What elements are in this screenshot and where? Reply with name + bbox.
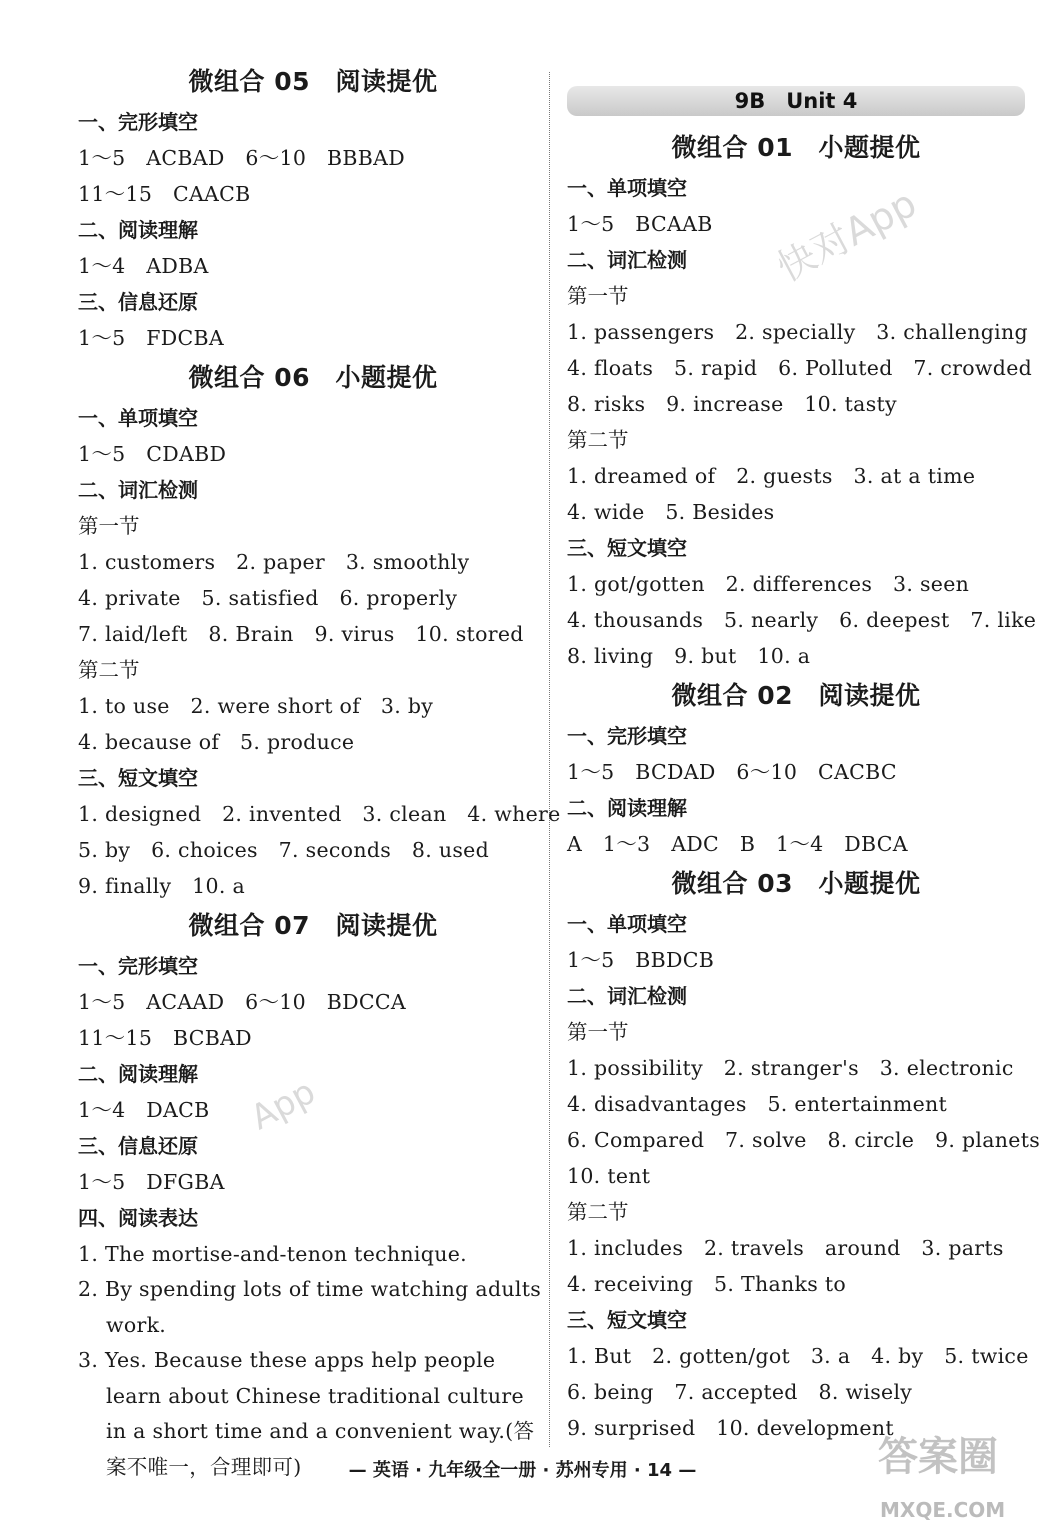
- section-heading: 二、词汇检测: [567, 248, 687, 272]
- answer-line: 8. living 9. but 10. a: [567, 644, 811, 668]
- part-label: 第一节: [78, 514, 140, 538]
- section-heading: 二、词汇检测: [78, 478, 198, 502]
- watermark-site: MXQE.COM: [880, 1498, 1006, 1522]
- answer-line: 8. risks 9. increase 10. tasty: [567, 392, 897, 416]
- part-label: 第二节: [567, 428, 629, 452]
- answer-line: 1～4 ADBA: [78, 254, 209, 278]
- section-heading: 四、阅读表达: [78, 1206, 198, 1230]
- answer-line: 7. laid/left 8. Brain 9. virus 10. stored: [78, 622, 524, 646]
- group-05: [78, 60, 548, 356]
- group-03: [567, 862, 1041, 1446]
- answer-line: 1～4 DACB: [78, 1098, 210, 1122]
- answer-line: 1～5 CDABD: [78, 442, 227, 466]
- watermark-app-small: App: [244, 1071, 322, 1139]
- group-title: 微组合 05 阅读提优: [188, 67, 438, 96]
- answer-line: 1～5 BBDCB: [567, 948, 715, 972]
- section-heading: 一、完形填空: [78, 110, 198, 134]
- answer-line: 1. includes 2. travels around 3. parts: [567, 1236, 1004, 1260]
- group-02: [567, 674, 1025, 862]
- group-01: [567, 126, 1037, 674]
- part-label: 第一节: [567, 284, 629, 308]
- answer-line: 4. receiving 5. Thanks to: [567, 1272, 847, 1296]
- answer-line: 1. dreamed of 2. guests 3. at a time: [567, 464, 976, 488]
- answer-line: 1. got/gotten 2. differences 3. seen: [567, 572, 970, 596]
- part-label: 第二节: [567, 1200, 629, 1224]
- answer-line: 1. to use 2. were short of 3. by: [78, 694, 434, 718]
- answer-line: 6. being 7. accepted 8. wisely: [567, 1380, 913, 1404]
- section-heading: 三、短文填空: [567, 1308, 687, 1332]
- answer-line: 9. finally 10. a: [78, 874, 245, 898]
- section-heading: 二、阅读理解: [78, 218, 198, 242]
- group-title: 微组合 01 小题提优: [671, 133, 921, 162]
- section-heading: 三、信息还原: [78, 1134, 198, 1158]
- column-divider: [549, 72, 550, 1447]
- section-heading: 一、单项填空: [78, 406, 198, 430]
- group-title: 微组合 07 阅读提优: [188, 911, 438, 940]
- answer-line: 4. thousands 5. nearly 6. deepest 7. like: [567, 608, 1037, 632]
- answer-line: 1. customers 2. paper 3. smoothly: [78, 550, 470, 574]
- left-column: [78, 60, 561, 1485]
- answer-line: 4. wide 5. Besides: [567, 500, 775, 524]
- group-title: 微组合 03 小题提优: [671, 869, 921, 898]
- answer-line: 5. by 6. choices 7. seconds 8. used: [78, 838, 490, 862]
- watermark-logo: 答案圈: [878, 1434, 998, 1480]
- answer-line: 1. But 2. gotten/got 3. a 4. by 5. twice: [567, 1344, 1029, 1368]
- answer-line: 10. tent: [567, 1164, 651, 1188]
- answer-line: 4. because of 5. produce: [78, 730, 355, 754]
- watermark-app: 快对App: [770, 180, 924, 291]
- section-heading: 一、单项填空: [567, 176, 687, 200]
- answer-line: 4. private 5. satisfied 6. properly: [78, 586, 458, 610]
- group-title: 微组合 06 小题提优: [188, 363, 438, 392]
- answer-paragraph: 3. Yes. Because these apps help people learn about Chinese traditional culture in a short time and a convenient way.(答案不唯一，合理即可): [78, 1348, 535, 1479]
- part-label: 第二节: [78, 658, 140, 682]
- section-heading: 二、词汇检测: [567, 984, 687, 1008]
- section-heading: 一、完形填空: [567, 724, 687, 748]
- answer-line: 1～5 DFGBA: [78, 1170, 225, 1194]
- section-heading: 二、阅读理解: [78, 1062, 198, 1086]
- answer-line: 1～5 ACAAD 6～10 BDCCA: [78, 990, 406, 1014]
- group-06: [78, 356, 561, 904]
- answer-line: 1. passengers 2. specially 3. challenging: [567, 320, 1028, 344]
- section-heading: 三、短文填空: [78, 766, 198, 790]
- answer-line: 1～5 BCAAB: [567, 212, 713, 236]
- unit-banner: 9B Unit 4: [567, 86, 1025, 116]
- group-title: 微组合 02 阅读提优: [671, 681, 921, 710]
- answer-line: 1～5 FDCBA: [78, 326, 224, 350]
- answer-paragraph: 2. By spending lots of time watching adults work.: [78, 1277, 542, 1337]
- answer-line: 1～5 ACBAD 6～10 BBBAD: [78, 146, 405, 170]
- section-heading: 一、单项填空: [567, 912, 687, 936]
- section-heading: 一、完形填空: [78, 954, 198, 978]
- answer-line: 4. floats 5. rapid 6. Polluted 7. crowded: [567, 356, 1033, 380]
- answer-line: 11～15 CAACB: [78, 182, 251, 206]
- answer-line: 11～15 BCBAD: [78, 1026, 252, 1050]
- page-footer: — 英语 · 九年级全一册 · 苏州专用 · 14 —: [348, 1460, 697, 1481]
- group-07: [78, 904, 548, 1485]
- answer-line: 1. designed 2. invented 3. clean 4. where: [78, 802, 561, 826]
- section-heading: 三、短文填空: [567, 536, 687, 560]
- answer-line: 9. surprised 10. development: [567, 1416, 894, 1440]
- section-heading: 三、信息还原: [78, 290, 198, 314]
- answer-line: A 1～3 ADC B 1～4 DBCA: [567, 832, 908, 856]
- answer-line: 6. Compared 7. solve 8. circle 9. planets: [567, 1128, 1041, 1152]
- answer-line: 1. The mortise-and-tenon technique.: [78, 1242, 467, 1266]
- answer-line: 4. disadvantages 5. entertainment: [567, 1092, 948, 1116]
- answer-line: 1～5 BCDAD 6～10 CACBC: [567, 760, 897, 784]
- section-heading: 二、阅读理解: [567, 796, 687, 820]
- answer-line: 1. possibility 2. stranger's 3. electronic: [567, 1056, 1014, 1080]
- part-label: 第一节: [567, 1020, 629, 1044]
